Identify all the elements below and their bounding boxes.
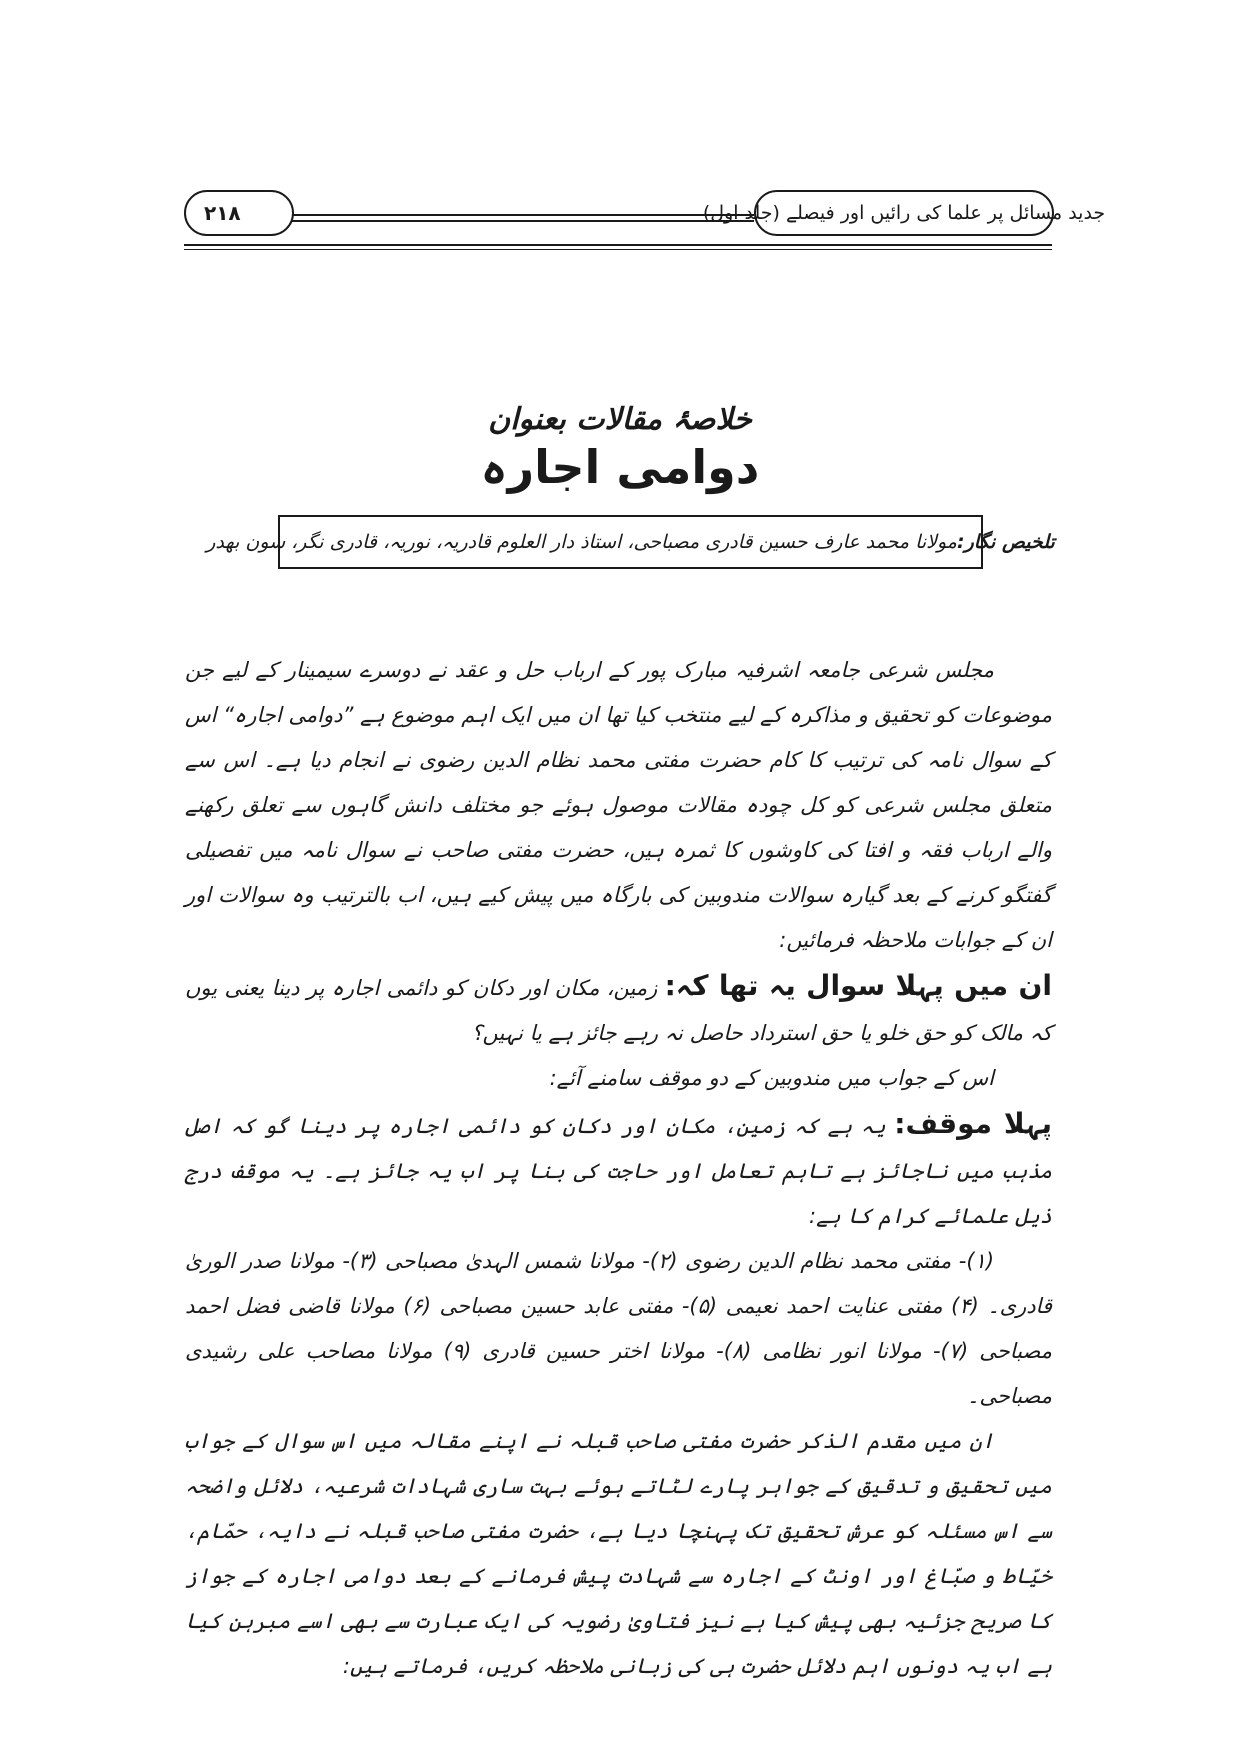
header-bottom-rule bbox=[184, 244, 1052, 250]
byline-box bbox=[206, 515, 1055, 569]
scholars-list: (۱)- مفتی محمد نظام الدین رضوی (۲)- مولانا شمس الہدیٰ مصباحی (۳)- مولانا صدر الوریٰ قادری۔ (۴) مفتی عنایت احمد نعیمی (۵)- مفتی عابد حسین مصباحی (۶) مولانا قاضی فضل احمد مصباحی (۷)- مولانا انور نظامی (۸)- مولانا اختر حسین قادری (۹) مولانا مصاحب علی رشیدی مصباحی۔ bbox=[185, 1249, 1052, 1408]
byline-text: مولانا محمد عارف حسین قادری مصباحی، استاذ دار العلوم قادریہ، نوریہ، قادری نگر، سون بھدر bbox=[206, 531, 957, 553]
question-1-text: زمین، مکان اور دکان کو دائمی اجارہ پر دینا یعنی یوں کہ مالک کو حق خلو یا حق استرداد حاصل نہ رہے جائز ہے یا نہیں؟ bbox=[185, 976, 1052, 1045]
page-number-badge bbox=[184, 190, 294, 236]
page-number: ۲۱۸ bbox=[204, 201, 241, 225]
question-1-lead: ان میں پہلا سوال یہ تھا کہ: bbox=[664, 969, 1052, 1002]
article-body bbox=[185, 648, 1052, 1689]
byline bbox=[206, 531, 1055, 553]
book-title: جدید مسائل پر علما کی رائیں اور فیصلے (جلد اول) bbox=[702, 202, 1106, 224]
article-kicker: خلاصۂ مقالات بعنوان bbox=[488, 402, 752, 437]
running-header bbox=[172, 190, 1106, 240]
intro-paragraph: مجلس شرعی جامعہ اشرفیہ مبارک پور کے ارباب حل و عقد نے دوسرے سیمینار کے لیے جن موضوعات کو تحقیق و مذاکرہ کے لیے منتخب کیا تھا ان میں ایک اہم موضوع ہے ”دوامی اجارہ“ اس کے سوال نامہ کی ترتیب کا کام حضرت مفتی محمد نظام الدین رضوی نے انجام دیا ہے۔ اس سے متعلق مجلس شرعی کو کل چودہ مقالات موصول ہوئے جو مختلف دانش گاہوں سے تعلق رکھنے والے ارباب فقہ و افتا کی کاوشوں کا ثمرہ ہیں، حضرت مفتی صاحب نے سوال نامہ میں تفصیلی گفتگو کرنے کے بعد گیارہ سوالات مندوبین کی بارگاہ میں پیش کیے ہیں، اب بالترتیب وہ سوالات اور ان کے جوابات ملاحظہ فرمائیں: bbox=[185, 658, 1052, 952]
article-title: دوامی اجارہ bbox=[480, 440, 760, 494]
header-double-rule bbox=[280, 214, 754, 222]
book-title-badge bbox=[702, 190, 1106, 236]
byline-label: تلخیص نگار: bbox=[956, 531, 1055, 553]
position-1-paragraph bbox=[185, 1101, 1052, 1239]
closing-paragraph: ان میں مقدم الذکر حضرت مفتی صاحب قبلہ نے اپنے مقالہ میں اس سوال کے جواب میں تحقیق و تدقیق کے جواہر پارے لٹاتے ہوئے بہت ساری شہادات شرعیہ، دلائل واضحہ سے اس مسئلہ کو عرش تحقیق تک پہنچا دیا ہے، حضرت مفتی صاحب قبلہ نے دایہ، حمّام، خیّاط و صبّاغ اور اونٹ کے اجارہ سے شہادت پیش فرمانے کے بعد دوامی اجارہ کے جواز کا صریح جزئیہ بھی پیش کیا ہے نیز فتاویٰ رضویہ کی ایک عبارت سے بھی اسے مبرہن کیا ہے اب یہ دونوں اہم دلائل حضرت ہی کی زبانی ملاحظہ کریں، فرماتے ہیں: bbox=[185, 1429, 1052, 1678]
position-1-lead: پہلا موقف: bbox=[894, 1107, 1052, 1140]
position-1-text: یہ ہے کہ زمین، مکان اور دکان کو دائمی اجارہ پر دینا گو کہ اصل مذہب میں ناجائز ہے تاہم تعامل اور حاجت کی بنا پر اب یہ جائز ہے۔ یہ موقف درج ذیل علمائے کرام کا ہے: bbox=[185, 1114, 1052, 1228]
answer-intro: اس کے جواب میں مندوبین کے دو موقف سامنے آئے: bbox=[549, 1066, 994, 1090]
question-1-paragraph bbox=[185, 963, 1052, 1056]
